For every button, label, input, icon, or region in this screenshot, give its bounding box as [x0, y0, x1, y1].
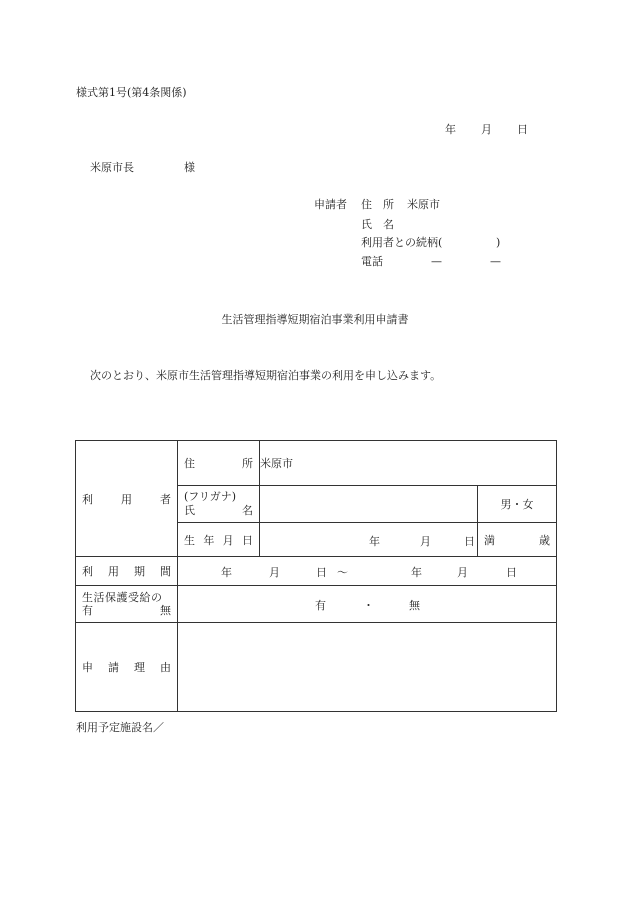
intro-text: 次のとおり、米原市生活管理指導短期宿泊事業の利用を申し込みます。: [90, 369, 442, 382]
welfare-input[interactable]: [178, 586, 557, 623]
gender-cell[interactable]: [478, 486, 557, 523]
relation-label: 利用者との続柄(: [361, 236, 443, 249]
birth-label-cell: 生 年 月 日: [178, 523, 260, 557]
period-input[interactable]: 年 月 日 ～ 年 月 日: [178, 557, 557, 586]
welfare-label-cell: 生活保護受給の 有 無: [76, 586, 178, 623]
welfare-no[interactable]: 無: [409, 599, 420, 612]
user-label-cell: 利 用 者: [76, 441, 178, 557]
phone-dash-2: —: [490, 255, 501, 268]
reason-label-cell: 申 請 理 由: [76, 623, 178, 712]
phone-dash-1: —: [431, 255, 442, 268]
birth-input[interactable]: 年 月 日: [260, 523, 478, 557]
gender-options: 男・女: [500, 498, 534, 511]
name-label-cell: (フリガナ) 氏 名: [178, 486, 260, 523]
address-value-text: 米原市: [260, 457, 293, 470]
age-input[interactable]: 満 歳: [478, 523, 557, 557]
period-label-cell: 利 用 期 間: [76, 557, 178, 586]
addressee-honorific: 様: [184, 161, 195, 174]
name-input[interactable]: [260, 486, 478, 523]
date-year: 年: [445, 123, 456, 136]
relation-close: ): [496, 236, 501, 249]
phone-label: 電話: [361, 255, 383, 268]
welfare-yes[interactable]: 有: [315, 599, 326, 612]
form-number: 様式第1号(第4条関係): [76, 86, 187, 99]
address-label-cell: 住 所: [178, 441, 260, 486]
address-label: 住 所: [361, 198, 394, 211]
date-month: 月: [481, 123, 492, 136]
name-label: 氏 名: [361, 218, 394, 231]
welfare-separator: ・: [363, 599, 374, 612]
facility-label: 利用予定施設名／: [76, 721, 164, 734]
furigana-label: (フリガナ): [184, 490, 237, 504]
address-input[interactable]: [260, 441, 557, 486]
applicant-label: 申請者: [314, 198, 347, 211]
reason-input[interactable]: [178, 623, 557, 712]
address-value: 米原市: [407, 198, 440, 211]
addressee-name: 米原市長: [90, 161, 134, 174]
date-day: 日: [517, 123, 528, 136]
document-title: 生活管理指導短期宿泊事業利用申請書: [221, 313, 409, 326]
application-table: [75, 440, 557, 712]
